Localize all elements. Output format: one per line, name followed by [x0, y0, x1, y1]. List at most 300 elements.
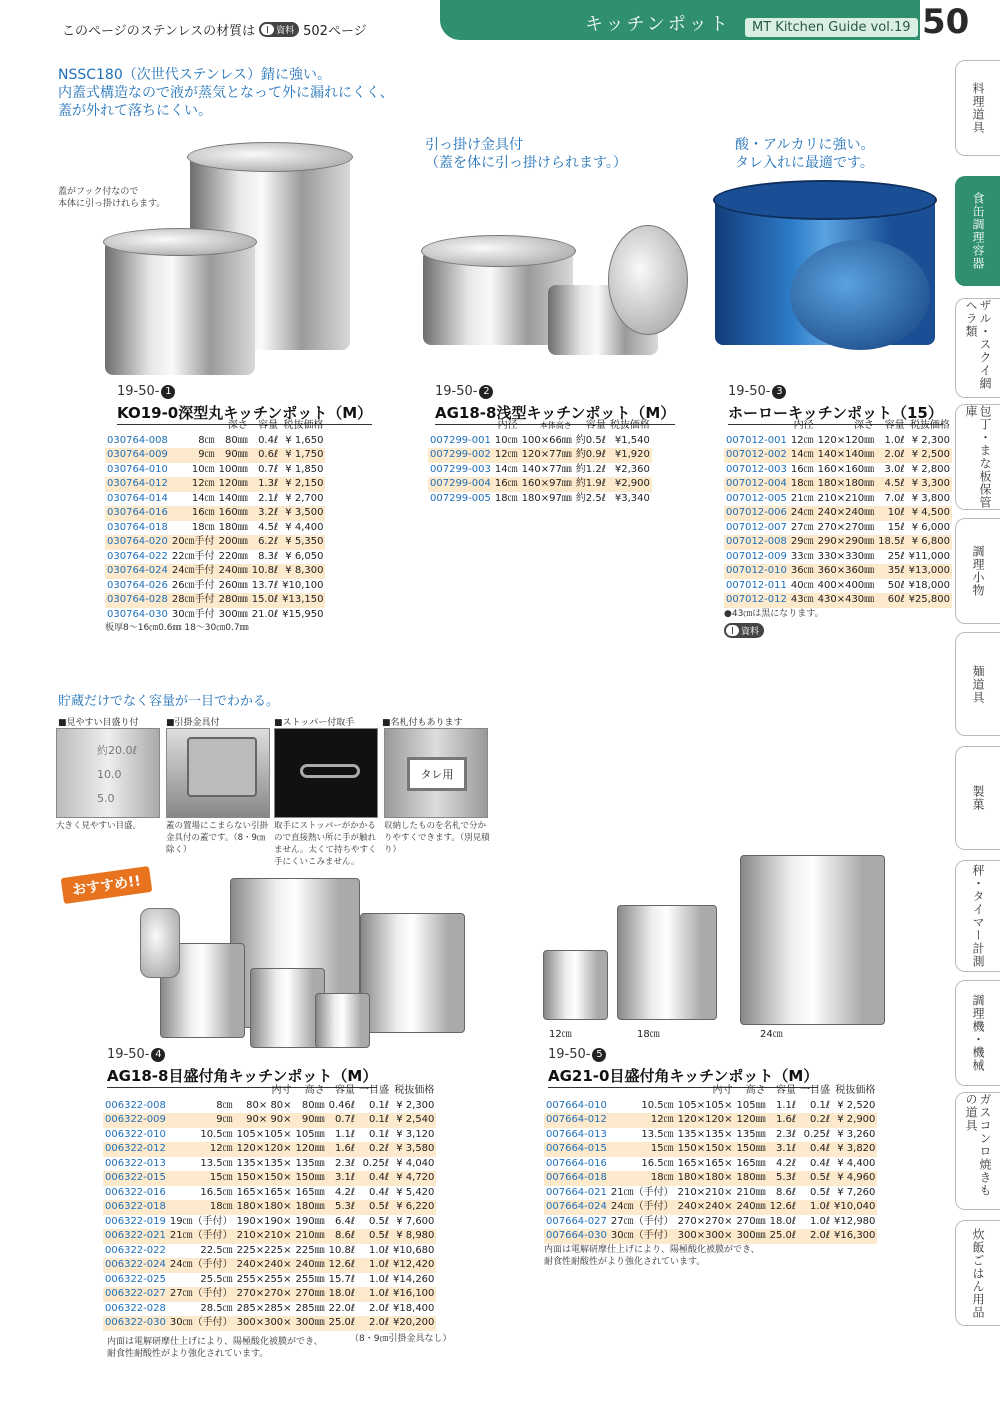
table-cell: 210㎜: [294, 1229, 327, 1244]
table-header: 内寸 高さ 容量 一目盛 税抜価格: [271, 1085, 435, 1096]
table-cell: 255×255×: [236, 1273, 292, 1285]
table-cell: 0.2ℓ: [798, 1113, 832, 1128]
tab-gas-stoves[interactable]: ガスコンロ焼きもの道具: [955, 1092, 1000, 1210]
table-cell: 18㎝: [191, 521, 215, 533]
product-3-name: ホーローキッチンポット（15）: [728, 402, 943, 425]
table-row: [428, 463, 652, 478]
table-cell: 300㎜: [218, 608, 248, 620]
table-row: [105, 492, 325, 507]
table-cell: 90㎜: [217, 448, 250, 463]
table-cell: 225㎜: [295, 1244, 325, 1256]
table-cell: 1.0ℓ: [884, 434, 905, 446]
table-row: [103, 1258, 436, 1273]
feature-label-hook: ■引掛金具付: [166, 718, 220, 728]
product-5-note: 内面は電解研摩仕上げにより、陽極酸化被膜ができ、 耐食性耐酸性がより強化されています。: [544, 1244, 760, 1267]
recommend-badge: おすすめ!!: [61, 866, 153, 904]
table-cell: 150㎜: [294, 1171, 327, 1186]
table-row: [724, 564, 952, 579]
table-cell: 135×135×: [677, 1128, 733, 1140]
item-code: 007012-002: [724, 448, 789, 463]
table-cell: 40㎝: [790, 579, 814, 591]
item-code: 007664-024: [544, 1200, 609, 1215]
feature-desc-scale: 大きく見やすい目盛。: [56, 821, 142, 831]
table-cell: ¥10,040: [832, 1200, 877, 1215]
table-cell: 290×290㎜: [816, 535, 877, 550]
table-row: [724, 477, 952, 492]
product-5-name: AG21-0目盛付角キッチンポット（M）: [548, 1065, 818, 1088]
item-code: 007012-004: [724, 477, 789, 492]
tab-small-tools[interactable]: 調理小物: [955, 518, 1000, 624]
table-row: [105, 448, 325, 463]
table-cell: ¥1,540: [614, 434, 650, 446]
feature-image-handle: [274, 728, 378, 818]
table-cell: 9㎝: [168, 1113, 235, 1128]
table-cell: 25.5㎝: [200, 1273, 233, 1285]
table-cell: 16㎝: [790, 463, 814, 475]
tab-confectionery[interactable]: 製菓: [955, 746, 1000, 850]
feature-label-nametag: ■名札付もあります: [382, 718, 463, 728]
table-cell: 0.1ℓ: [357, 1113, 391, 1128]
table-cell: ¥ 8,300: [280, 564, 325, 579]
table-cell: 90× 90×: [235, 1113, 294, 1128]
table-row: [103, 1287, 436, 1302]
product-2-code: 19-50- 2: [435, 384, 493, 399]
table-row: [544, 1099, 877, 1114]
table-cell: 12㎝: [790, 434, 814, 446]
item-code: 007664-015: [544, 1142, 609, 1157]
table-cell: 10㎝: [191, 463, 215, 475]
table-cell: 1.0ℓ: [357, 1258, 391, 1273]
product-1-code: 19-50- 1: [117, 384, 175, 399]
feature-image-scale: 約20.0ℓ 10.0 5.0: [56, 728, 160, 818]
table-cell: 190×190×: [236, 1215, 292, 1227]
size-label: 18㎝: [637, 1029, 660, 1040]
table-cell: 2.3ℓ: [776, 1128, 797, 1140]
table-cell: 0.1ℓ: [369, 1128, 390, 1140]
item-code: 007012-012: [724, 593, 789, 608]
table-cell: 5.3ℓ: [768, 1171, 798, 1186]
table-cell: 160×160㎜: [817, 463, 875, 475]
table-cell: 15.0ℓ: [250, 593, 280, 608]
table-cell: ¥1,920: [608, 448, 652, 463]
table-cell: ¥ 3,260: [837, 1128, 876, 1140]
table-cell: ¥ 8,980: [391, 1229, 436, 1244]
table-cell: 240×240㎜: [816, 506, 877, 521]
page-number: 50: [922, 2, 970, 42]
table-cell: ¥ 3,580: [391, 1142, 436, 1157]
table-cell: 180×97㎜: [521, 492, 572, 504]
table-cell: 0.1ℓ: [369, 1099, 390, 1111]
table-header: 深さ 容量 税抜価格: [227, 420, 324, 431]
table-cell: 43㎝: [789, 593, 816, 608]
product-image-enamel-pot: [705, 175, 945, 365]
table-cell: ¥ 2,500: [907, 448, 952, 463]
table-cell: 10.8ℓ: [250, 564, 280, 579]
table-cell: 2.3ℓ: [335, 1157, 356, 1169]
table-cell: 0.1ℓ: [810, 1099, 831, 1111]
table-cell: 1.6ℓ: [768, 1113, 798, 1128]
table-cell: ¥2,900: [608, 477, 652, 492]
table-row: [103, 1142, 436, 1157]
tab-food-containers[interactable]: 食缶調理容器: [955, 176, 1000, 286]
table-cell: 8㎝: [216, 1099, 233, 1111]
table-cell: ¥ 5,350: [280, 535, 325, 550]
table-row: [105, 579, 325, 594]
table-row: [103, 1200, 436, 1215]
table-cell: 120㎜: [294, 1142, 327, 1157]
table-row: [724, 550, 952, 565]
table-cell: 21.0ℓ: [251, 608, 279, 620]
table-cell: 135㎜: [736, 1128, 766, 1140]
item-code: 030764-024: [105, 564, 170, 579]
feature-label-scale: ■見やすい目盛り付: [58, 718, 139, 728]
table-cell: 3.2ℓ: [250, 506, 280, 521]
table-cell: 150㎜: [735, 1142, 768, 1157]
table-cell: 3.1ℓ: [768, 1142, 798, 1157]
table-cell: 120×120㎜: [817, 434, 875, 446]
table-row: [105, 521, 325, 536]
item-code: 030764-030: [107, 608, 168, 620]
table-cell: ¥ 4,040: [396, 1157, 435, 1169]
table-cell: 2.0ℓ: [876, 448, 906, 463]
tab-noodle-tools[interactable]: 麺道具: [955, 632, 1000, 736]
table-cell: 165×165×: [677, 1157, 733, 1169]
table-cell: 285㎜: [295, 1302, 325, 1314]
table-cell: 3.0ℓ: [884, 463, 905, 475]
table-cell: ¥16,300: [832, 1229, 877, 1244]
table-cell: 80㎜: [224, 434, 248, 446]
table-cell: 2.0ℓ: [369, 1302, 390, 1314]
table-cell: 190㎜: [295, 1215, 325, 1227]
table-row: [724, 579, 952, 594]
table-cell: 400×400㎜: [817, 579, 875, 591]
hook-note: 蓋がフック付なので 本体に引っ掛けれらます。: [58, 187, 166, 209]
table-row: [103, 1229, 436, 1244]
table-row: [103, 1316, 436, 1331]
table-cell: ¥2,360: [614, 463, 650, 475]
table-row: [105, 506, 325, 521]
table-cell: 0.25ℓ: [362, 1157, 390, 1169]
table-cell: 13.5㎝: [641, 1128, 674, 1140]
tab-measuring[interactable]: 秤・タイマー計測: [955, 860, 1000, 972]
table-cell: 2.0ℓ: [798, 1229, 832, 1244]
table-cell: ¥12,980: [834, 1215, 876, 1227]
item-code: 006322-028: [105, 1302, 166, 1314]
table-cell: ¥10,680: [393, 1244, 435, 1256]
item-code: 030764-018: [107, 521, 168, 533]
table-cell: 10.8ℓ: [328, 1244, 356, 1256]
table-cell: 29㎝: [789, 535, 816, 550]
item-code: 007664-016: [546, 1157, 607, 1169]
table-cell: 15ℓ: [887, 521, 905, 533]
table-cell: ¥ 7,600: [396, 1215, 435, 1227]
table-cell: 300×300×: [676, 1229, 735, 1244]
table-cell: ¥ 2,520: [837, 1099, 876, 1111]
table-row: [105, 463, 325, 478]
table-cell: 300㎜: [735, 1229, 768, 1244]
table-cell: 15㎝: [168, 1171, 235, 1186]
table-row: [103, 1244, 436, 1259]
item-code: 006322-018: [103, 1200, 168, 1215]
table-cell: 36㎝: [789, 564, 816, 579]
table-cell: 80× 80×: [246, 1099, 292, 1111]
table-cell: ¥ 6,000: [911, 521, 950, 533]
table-cell: 270×270㎜: [817, 521, 875, 533]
product-4-note: 内面は電解研摩仕上げにより、陽極酸化被膜ができ、 耐食性耐酸性がより強化されています。: [107, 1337, 323, 1359]
product-image-square-pots-a: [140, 868, 480, 1048]
table-cell: 120×77㎜: [520, 448, 574, 463]
item-code: 007664-030: [544, 1229, 609, 1244]
table-cell: 0.5ℓ: [369, 1215, 390, 1227]
table-cell: 18.0ℓ: [327, 1287, 357, 1302]
table-cell: 1.6ℓ: [327, 1142, 357, 1157]
feature-image-nametag: タレ用: [384, 728, 488, 818]
item-code: 007299-005: [430, 492, 491, 504]
table-row: [724, 463, 952, 478]
table-cell: 165×165×: [236, 1186, 292, 1198]
product-image-shallow-pots: [418, 215, 698, 365]
item-code: 007012-007: [726, 521, 787, 533]
table-cell: 13.5㎝: [200, 1157, 233, 1169]
table-cell: 10.5㎝: [200, 1128, 233, 1140]
table-cell: 240㎜: [294, 1258, 327, 1273]
product-4-name: AG18-8目盛付角キッチンポット（M）: [107, 1065, 377, 1088]
table-cell: 280㎜: [217, 593, 250, 608]
table-cell: 105㎜: [295, 1128, 325, 1140]
item-code: 006322-013: [105, 1157, 166, 1169]
table-cell: ¥25,800: [907, 593, 952, 608]
table-cell: ¥ 5,420: [396, 1186, 435, 1198]
table-cell: 90㎜: [294, 1113, 327, 1128]
table-row: [724, 535, 952, 550]
table-row: [428, 434, 652, 449]
table-cell: ¥ 6,050: [285, 550, 324, 562]
table-cell: ¥ 3,120: [396, 1128, 435, 1140]
product-4-code: 19-50- 4: [107, 1047, 165, 1062]
table-cell: 180㎜: [294, 1200, 327, 1215]
table-cell: 1.3ℓ: [250, 477, 280, 492]
table-cell: 0.6ℓ: [250, 448, 280, 463]
table-cell: 140×77㎜: [521, 463, 572, 475]
product-1-table: [105, 419, 325, 634]
table-cell: 150×150×: [676, 1142, 735, 1157]
item-code: 007012-003: [726, 463, 787, 475]
product-2-table: [428, 419, 652, 506]
table-cell: 50ℓ: [887, 579, 905, 591]
item-code: 030764-012: [105, 477, 170, 492]
table-row: [105, 477, 325, 492]
product-image-square-pots-b: [535, 845, 895, 1030]
item-code: 007299-003: [430, 463, 491, 475]
section-title: キッチンポット: [585, 14, 731, 35]
feature-desc-handle: 取手にストッパーがかかるので直接熱い所に手が触れません。太くて持ちやすく手にくいこみません。: [274, 821, 377, 867]
item-code: 007299-002: [428, 448, 493, 463]
feature-desc-nametag: 収納したものを名札で分かりやすくできます。（別見積り）: [384, 821, 490, 855]
table-cell: 8.3ℓ: [258, 550, 279, 562]
table-cell: 0.5ℓ: [357, 1229, 391, 1244]
table-cell: 0.4ℓ: [810, 1157, 831, 1169]
table-cell: 0.4ℓ: [798, 1142, 832, 1157]
table-cell: ¥ 4,400: [285, 521, 324, 533]
table-cell: 22.5㎝: [200, 1244, 233, 1256]
table-cell: 0.7ℓ: [327, 1113, 357, 1128]
table-cell: ¥ 3,500: [280, 506, 325, 521]
table-cell: 225×225×: [236, 1244, 292, 1256]
table-cell: ¥ 4,400: [837, 1157, 876, 1169]
item-code: 030764-020: [105, 535, 170, 550]
table-cell: 21㎝: [790, 492, 814, 504]
table-row: [724, 434, 952, 449]
table-row: [428, 448, 652, 463]
item-code: 030764-009: [105, 448, 170, 463]
tab-cooking-tools[interactable]: 料理道具: [955, 60, 1000, 156]
product-3-table: [724, 419, 952, 640]
table-cell: 240㎜: [735, 1200, 768, 1215]
table-cell: 26㎝手付: [171, 579, 215, 591]
size-label: 24㎝: [760, 1029, 783, 1040]
item-code: 007012-005: [726, 492, 787, 504]
item-code: 030764-026: [107, 579, 168, 591]
table-cell: ¥ 2,300: [396, 1099, 435, 1111]
table-cell: ¥ 1,750: [280, 448, 325, 463]
table-cell: 6.2ℓ: [250, 535, 280, 550]
table-cell: ¥ 2,150: [280, 477, 325, 492]
table-row: [724, 521, 952, 536]
table-cell: 9㎝: [170, 448, 217, 463]
table-cell: 0.5ℓ: [357, 1200, 391, 1215]
table-cell: ¥12,420: [391, 1258, 436, 1273]
table-cell: 18㎝: [168, 1200, 235, 1215]
item-code: 006322-019: [105, 1215, 166, 1227]
table-cell: 15.7ℓ: [328, 1273, 356, 1285]
table-cell: 180㎜: [735, 1171, 768, 1186]
table-cell: 4.5ℓ: [258, 521, 279, 533]
table-cell: 12㎝: [493, 448, 520, 463]
table-cell: ¥ 4,500: [907, 506, 952, 521]
table-cell: 0.46ℓ: [328, 1099, 356, 1111]
table-cell: 160㎜: [217, 506, 250, 521]
table-cell: 14㎝: [191, 492, 215, 504]
table-row: [105, 535, 325, 550]
table-cell: 0.4ℓ: [258, 434, 279, 446]
item-code: 007012-008: [724, 535, 789, 550]
table-row: [103, 1171, 436, 1186]
item-code: 006322-015: [103, 1171, 168, 1186]
table-row: [103, 1302, 436, 1317]
tab-strainers[interactable]: ザル・スクイ網ヘラ類: [955, 298, 1000, 398]
item-code: 030764-016: [105, 506, 170, 521]
table-row: [724, 492, 952, 507]
item-code: 007012-006: [724, 506, 789, 521]
table-cell: 105㎜: [736, 1099, 766, 1111]
table-cell: ¥3,340: [614, 492, 650, 504]
table-row: [544, 1142, 877, 1157]
item-code: 007299-001: [430, 434, 491, 446]
table-cell: ¥ 2,900: [832, 1113, 877, 1128]
table-row: [544, 1200, 877, 1215]
table-cell: 4.5ℓ: [876, 477, 906, 492]
item-code: 006322-012: [103, 1142, 168, 1157]
item-code: 006322-027: [103, 1287, 168, 1302]
table-cell: ¥10,100: [282, 579, 324, 591]
item-code: 006322-016: [105, 1186, 166, 1198]
table-header: 内径 深さ 容量 税抜価格: [793, 420, 950, 431]
item-code: 006322-024: [103, 1258, 168, 1273]
table-cell: 19㎝（手付）: [169, 1215, 233, 1227]
table-row: [103, 1099, 436, 1114]
item-code: 006322-021: [103, 1229, 168, 1244]
item-code: 007012-011: [726, 579, 787, 591]
table-row: [103, 1215, 436, 1230]
reference-badge: 資料: [259, 22, 299, 37]
table-cell: 18㎝: [789, 477, 816, 492]
product-1-note: 板厚8～16㎝0.6㎜ 18～30㎝0.7㎜: [105, 623, 249, 633]
item-code: 030764-014: [107, 492, 168, 504]
tab-rice-cookers[interactable]: 炊飯ごはん用品: [955, 1220, 1000, 1326]
table-cell: 430×430㎜: [816, 593, 877, 608]
table-cell: 30㎝（手付）: [609, 1229, 676, 1244]
table-cell: 18.0ℓ: [769, 1215, 797, 1227]
table-cell: 14㎝: [789, 448, 816, 463]
table-cell: 120×120×: [235, 1142, 294, 1157]
table-cell: 6.4ℓ: [335, 1215, 356, 1227]
table-cell: 約2.5ℓ: [575, 492, 606, 504]
table-row: [544, 1171, 877, 1186]
table-cell: 270×270×: [677, 1215, 733, 1227]
table-cell: 0.4ℓ: [369, 1186, 390, 1198]
catchcopy-1: NSSC180（次世代ステンレス）錆に強い。 内蓋式構造なので液が蒸気となって外に漏れにくく、 蓋が外れて落ちにくい。: [58, 67, 394, 119]
table-cell: 10.5㎝: [641, 1099, 674, 1111]
table-cell: 12㎝: [170, 477, 217, 492]
table-row: [105, 564, 325, 579]
table-cell: ¥13,000: [907, 564, 952, 579]
tab-machines[interactable]: 調理機・機械: [955, 980, 1000, 1086]
table-cell: 4.2ℓ: [335, 1186, 356, 1198]
table-cell: 13.7ℓ: [251, 579, 279, 591]
table-row: [103, 1273, 436, 1288]
table-cell: ¥ 3,300: [907, 477, 952, 492]
tab-knives[interactable]: 包丁・まな板保管庫: [955, 404, 1000, 510]
item-code: 007664-010: [546, 1099, 607, 1111]
item-code: 006322-030: [103, 1316, 168, 1331]
table-row: [105, 593, 325, 608]
table-cell: 2.0ℓ: [357, 1316, 391, 1331]
table-cell: ¥14,260: [393, 1273, 435, 1285]
table-row: [428, 492, 652, 507]
table-cell: 10㎝: [494, 434, 518, 446]
item-code: 007664-013: [546, 1128, 607, 1140]
reference-badge[interactable]: 資料: [724, 623, 764, 638]
item-code: 007012-001: [726, 434, 787, 446]
table-cell: 120㎜: [217, 477, 250, 492]
table-cell: 140㎜: [218, 492, 248, 504]
table-cell: 165㎜: [295, 1186, 325, 1198]
table-cell: 7.0ℓ: [884, 492, 905, 504]
item-code: 006322-008: [105, 1099, 166, 1111]
table-cell: 300×300×: [235, 1316, 294, 1331]
table-cell: ¥20,200: [391, 1316, 436, 1331]
table-cell: 25.0ℓ: [327, 1316, 357, 1331]
table-cell: 180×180×: [235, 1200, 294, 1215]
table-cell: ¥ 7,260: [837, 1186, 876, 1198]
table-row: [724, 593, 952, 608]
table-cell: 35ℓ: [876, 564, 906, 579]
table-cell: 1.1ℓ: [335, 1128, 356, 1140]
table-cell: 200㎜: [217, 535, 250, 550]
product-2-name: AG18-8浅型キッチンポット（M）: [435, 402, 675, 425]
table-cell: 30㎝手付: [171, 608, 215, 620]
item-code: 007012-010: [724, 564, 789, 579]
